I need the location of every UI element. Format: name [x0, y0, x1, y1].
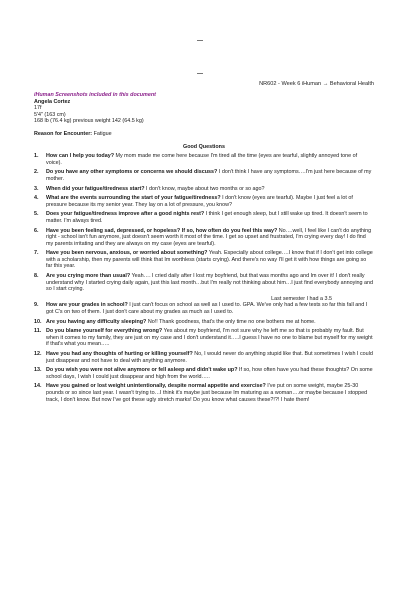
question-item — [34, 328, 374, 348]
answer-text: I just can't focus on school as well as I used to. GPA. We've only had a few tests so far this fall and I got C's on two of them. I just don't care about my grades as much as I used to. — [46, 302, 368, 316]
answer-text: Yeah. Especially about college….I know that if I don't get into college with a scholarship, then my parents will think that Im worthless (starts crying). And there's no way I'll get it with how things are going so far this year. — [46, 250, 373, 270]
question-text: When did your fatigue/tiredness start? — [46, 185, 145, 192]
question-text: Are you having any difficulty sleeping? — [46, 318, 147, 325]
answer-text: No!! Thank goodness, that's the only time no one bothers me at home. — [147, 318, 316, 325]
question-number: 8. — [34, 273, 39, 280]
question-item — [34, 319, 374, 326]
screenshots-note: iHuman Screenshots included in this document — [34, 92, 156, 98]
question-item — [34, 367, 374, 380]
question-text: How are your grades in school? — [46, 302, 128, 309]
question-item — [34, 153, 374, 166]
header-rule-top — [197, 40, 203, 41]
answer-text: No, I would never do anything stupid like that. But sometimes I wish I could just disappear and not have to deal with anything anymore. — [46, 351, 373, 364]
question-text: Do you blame yourself for everything wrong? — [46, 328, 163, 335]
question-text: Are you crying more than usual? — [46, 273, 131, 280]
header-rule-bottom — [197, 73, 203, 74]
question-text: Have you gained or lost weight unintentionally, despite normal appetite and exercise? — [46, 383, 266, 390]
question-number: 11. — [34, 328, 42, 335]
question-number: 14. — [34, 383, 42, 390]
answer-text: No….well, I feel like I can't do anything right - school isn't fun anymore, just doesn't seem worth it most of the time. I get so upset and frustrated, I'm crying every day! I do find my parents irritating and they are always on my case (eyes are tearful). — [46, 227, 372, 247]
question-number: 7. — [34, 250, 39, 257]
question-text: Do you wish you were not alive anymore or fell asleep and didn't wake up? — [46, 367, 238, 374]
reason-for-encounter — [34, 131, 374, 138]
question-item — [34, 186, 374, 193]
question-item — [34, 296, 374, 316]
answer-text: I don't think I have any symptoms….I'm just here because of my mother. — [46, 169, 372, 182]
question-text: Have you been feeling sad, depressed, or hopeless? If so, how often do you feel this way? — [46, 227, 278, 234]
question-item — [34, 383, 374, 403]
question-item — [34, 273, 374, 293]
question-text: How can I help you today? — [46, 153, 114, 160]
question-item — [34, 250, 374, 270]
question-item — [34, 228, 374, 248]
answer-text: I think I get enough sleep, but I still wake up tired. It doesn't seem to matter. I'm always tired. — [46, 211, 368, 224]
question-text: Have you been nervous, anxious, or worried about something? — [46, 250, 208, 257]
patient-name: Angela Cortez — [34, 98, 71, 105]
questions-heading: Good Questions — [183, 143, 225, 150]
answer-text: Yeah…. I cried daily after I lost my boyfriend, but that was months ago and Im over it! I don't really understand why I started crying daily again, just this last month…but I'm really not thinking about him…I just find everybody annoying and so I start crying. — [46, 273, 374, 293]
answer-text: If so, how often have you had these thoughts? On some school days, I wish I could just disappear and high from the world….. — [46, 367, 373, 380]
question-text: What are the events surrounding the start of your fatigue/tiredness? — [46, 195, 221, 202]
question-number: 10. — [34, 318, 42, 325]
patient-age: 17f — [34, 105, 42, 112]
reason-value: Fatigue — [93, 130, 112, 137]
question-item — [34, 211, 374, 224]
question-number: 12. — [34, 351, 42, 357]
answer-text: My mom made me come here because I'm tired all the time (eyes are tearful, slightly annoyed tone of voice). — [46, 153, 358, 166]
patient-height: 5'4" (163 cm) — [34, 111, 66, 118]
questions-list — [34, 153, 374, 403]
side-note: Last semester I had a 3.5 — [271, 295, 332, 302]
question-number: 1. — [34, 153, 39, 160]
answer-text: Yes about my boyfriend, I'm not sure why he left me so that is probably my fault. But when it comes to my family, they are just on my case and I don't understand it…..I guess I have no one to blame but myself for my weight if that's what you mean….. — [46, 328, 373, 348]
question-number: 2. — [34, 169, 39, 176]
answer-text: I don't know (eyes are tearful). Maybe I just feel a lot of pressure because its my senior year. They lay on a lot of pressure, you know? — [46, 195, 353, 208]
reason-label: Reason for Encounter: — [34, 130, 93, 137]
question-number: 9. — [34, 302, 39, 309]
question-item — [34, 169, 374, 182]
question-number: 5. — [34, 211, 39, 218]
question-number: 4. — [34, 195, 39, 202]
patient-weight: 168 lb (76.4 kg) previous weight 142 (64.5 kg) — [34, 118, 144, 125]
answer-text: I've put on some weight, maybe 25-30 pounds or so since last year. I wasn't trying to…I think it's maybe just because Im maturing as a woman….or maybe because I stopped track, I don't know. But now I've got these ugly stretch marks! Do you know what causes these?!?! I hate them! — [46, 383, 368, 403]
question-text: Do you have any other symptoms or concerns we should discuss? — [46, 169, 218, 176]
question-number: 3. — [34, 185, 39, 192]
question-item — [34, 195, 374, 208]
question-number: 6. — [34, 227, 39, 234]
question-text: Does your fatigue/tiredness improve after a good nights rest? — [46, 211, 205, 218]
answer-text: I don't know, maybe about two months or so ago? — [146, 185, 265, 192]
question-number: 13. — [34, 367, 42, 374]
question-item — [34, 351, 374, 364]
course-title: NR602 - Week 6 iHuman → Behavioral Health — [259, 81, 374, 87]
document-body — [34, 92, 374, 403]
question-text: Have you had any thoughts of hurting or killing yourself? — [46, 351, 193, 357]
